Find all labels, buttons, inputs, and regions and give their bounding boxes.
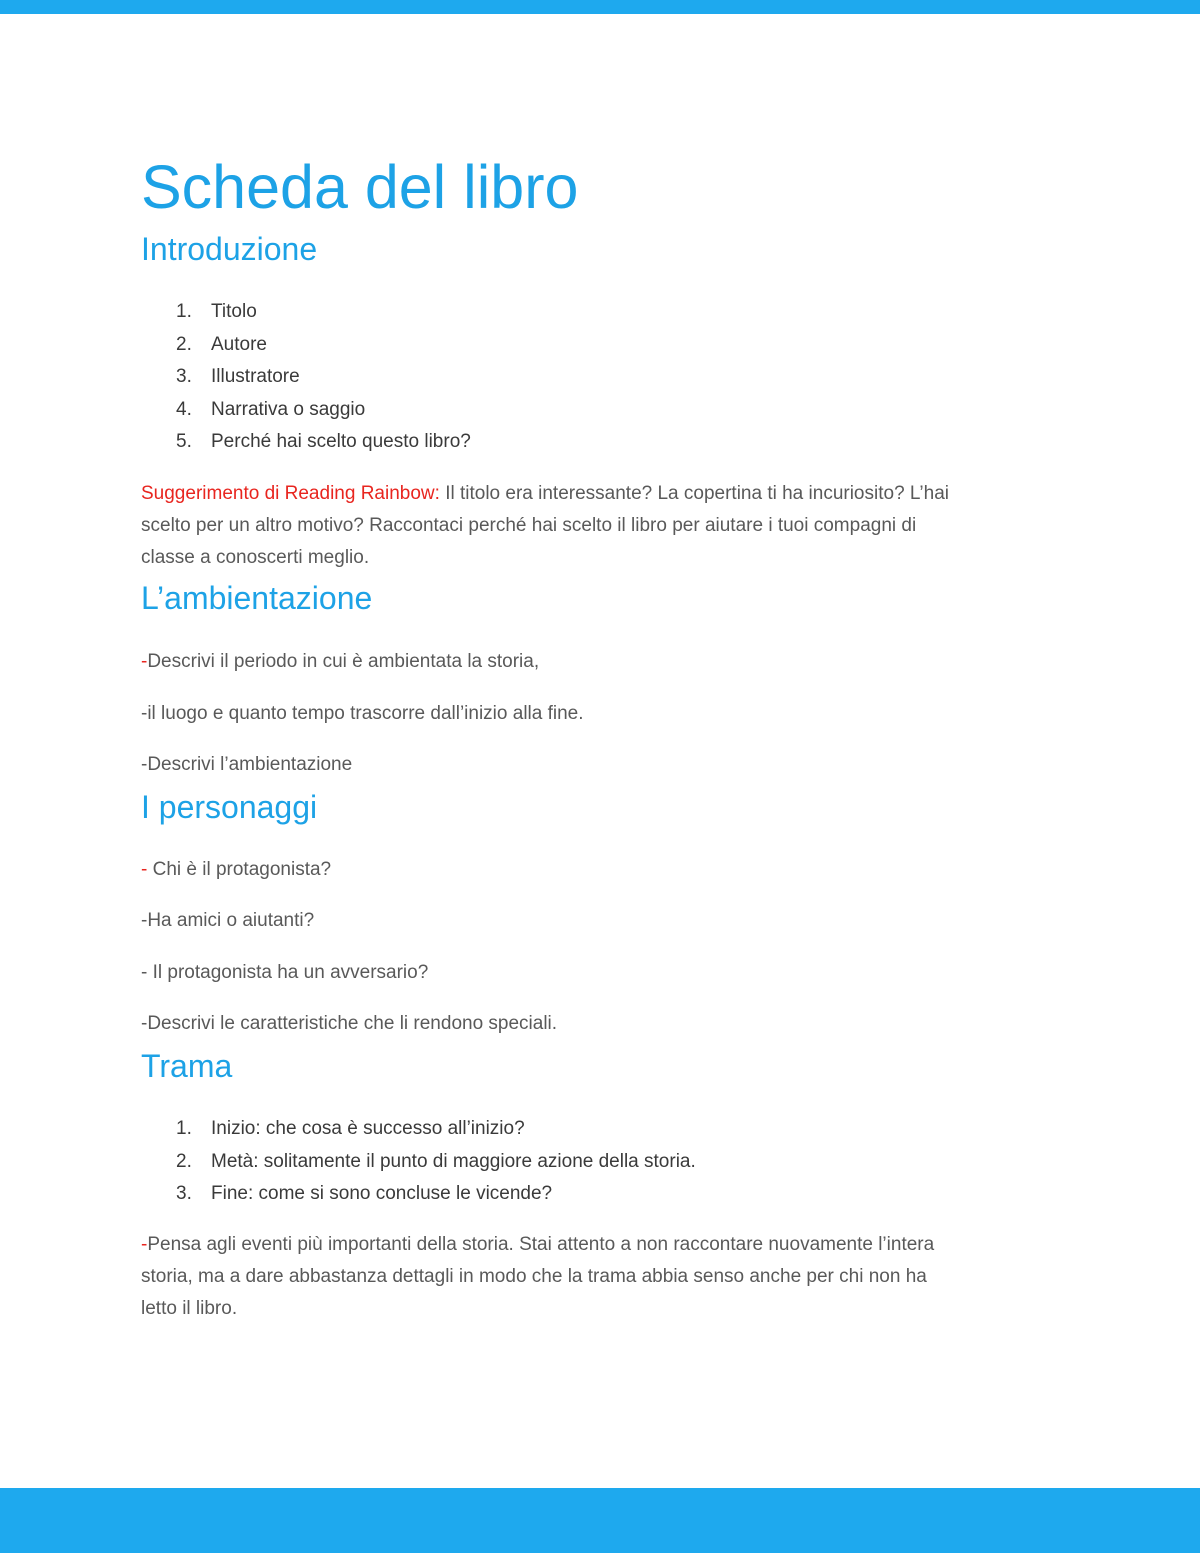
heading-ambientazione: L’ambientazione	[141, 580, 373, 616]
list-item: 1. Titolo	[176, 301, 257, 322]
list-item: 3. Illustratore	[176, 366, 300, 387]
setting-line: -il luogo e quanto tempo trascorre dall’inizio alla fine.	[141, 703, 584, 724]
list-item: 4. Narrativa o saggio	[176, 398, 366, 420]
intro-list	[141, 296, 471, 459]
character-line: -Descrivi le caratteristiche che li rendono speciali.	[141, 1013, 558, 1034]
character-line: - Il protagonista ha un avversario?	[141, 962, 429, 983]
list-item: 3. Fine: come si sono concluse le vicende?	[176, 1183, 553, 1204]
list-item: 5. Perché hai scelto questo libro?	[176, 431, 471, 452]
tip-label: Suggerimento di Reading Rainbow:	[141, 483, 440, 504]
heading-introduzione: Introduzione	[141, 231, 318, 267]
setting-line: -Descrivi l’ambientazione	[141, 754, 353, 775]
reading-rainbow-tip: Suggerimento di Reading Rainbow: Il titolo era interessante? La copertina ti ha incuriosito? L’hai scelto per un altro motivo? Raccontaci perché hai scelto il libro per aiutare i tuoi compagni di classe a conoscerti meglio.	[141, 483, 950, 568]
heading-trama: Trama	[141, 1048, 233, 1084]
list-item: 2. Autore	[176, 333, 267, 355]
character-line: - Chi è il protagonista?	[141, 859, 332, 880]
bottom-accent-bar	[0, 1488, 1200, 1553]
plot-list	[141, 1113, 696, 1211]
plot-note: -Pensa agli eventi più importanti della storia. Stai attento a non raccontare nuovamente l’intera storia, ma a dare abbastanza dettagli in modo che la trama abbia senso anche per chi non ha letto il libro.	[141, 1234, 935, 1319]
heading-personaggi: I personaggi	[141, 789, 318, 825]
list-item: 1. Inizio: che cosa è successo all’inizio?	[176, 1118, 525, 1139]
character-line: -Ha amici o aiutanti?	[141, 910, 315, 931]
setting-line: -Descrivi il periodo in cui è ambientata la storia,	[141, 651, 540, 672]
list-item: 2. Metà: solitamente il punto di maggiore azione della storia.	[176, 1150, 696, 1172]
document-title: Scheda del libro	[141, 153, 579, 221]
top-accent-bar	[0, 0, 1200, 14]
